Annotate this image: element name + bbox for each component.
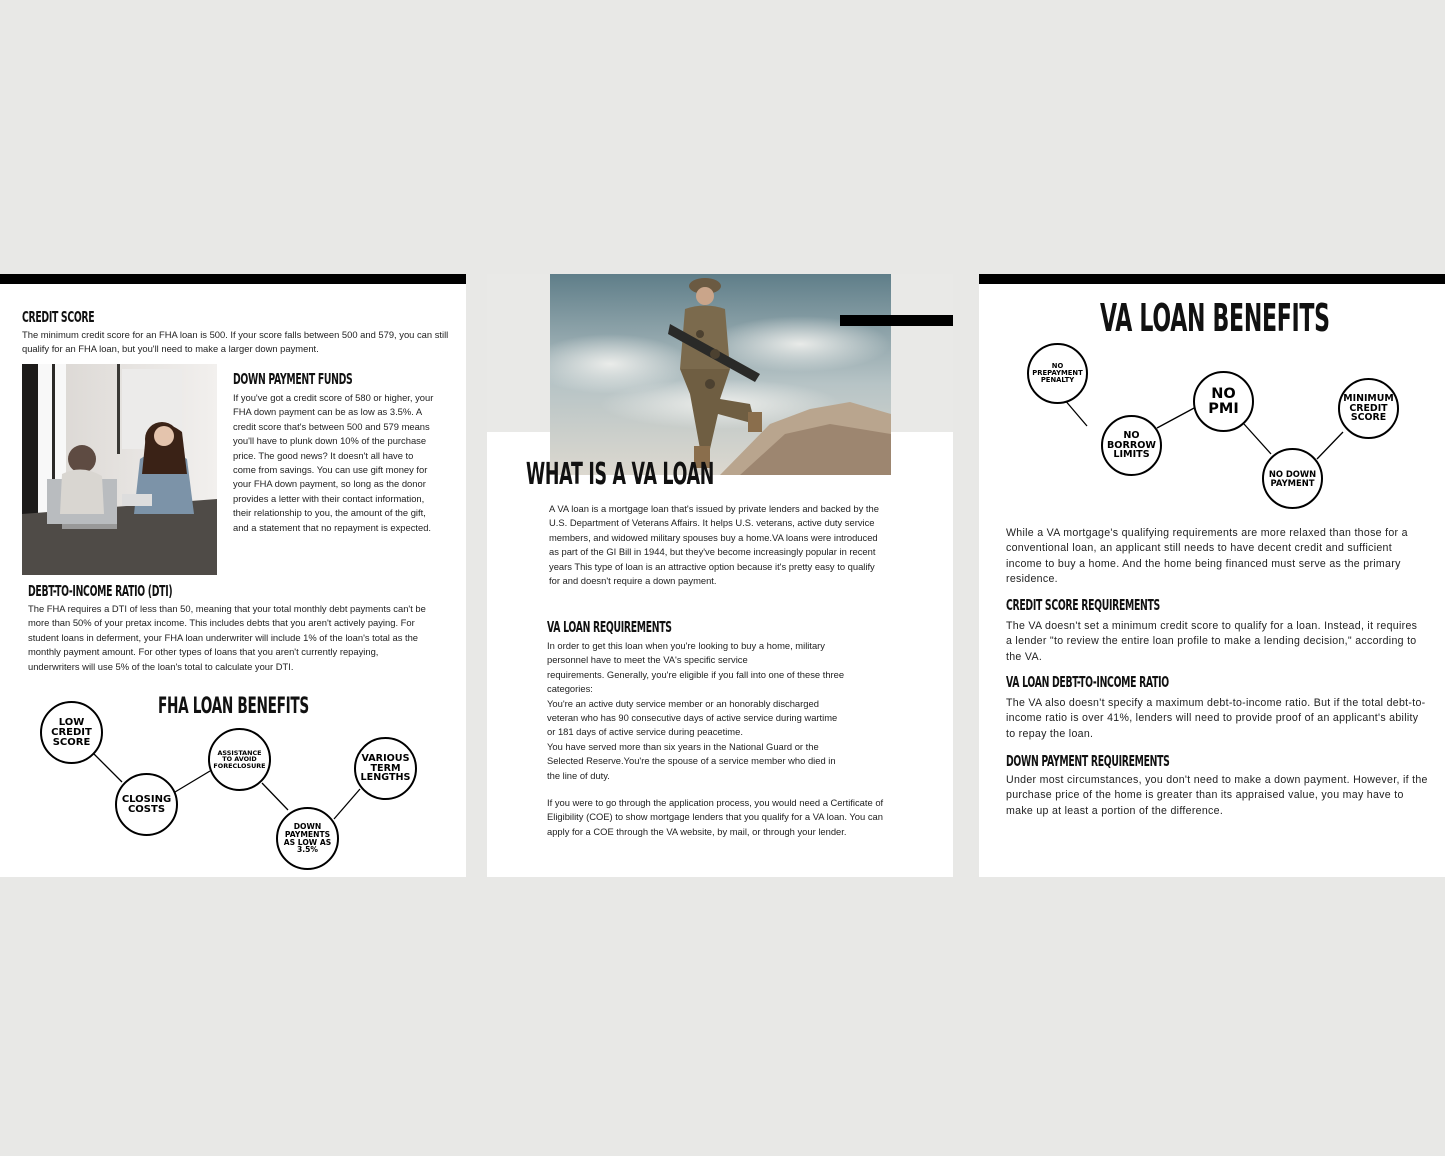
- down-payment-requirements-heading: DOWN PAYMENT REQUIREMENTS: [1006, 752, 1170, 770]
- what-is-va-loan-heading: WHAT IS A VA LOAN: [526, 457, 715, 492]
- requirements-line: requirements. Generally, you're eligible if you fall into one of these three: [547, 668, 845, 680]
- requirements-line: personnel have to meet the VA's specific service: [547, 654, 748, 666]
- requirements-line: veteran who has 90 consecutive days of active service during wartime: [547, 712, 838, 724]
- benefit-node-no-prepayment-penalty: NO PREPAYMENT PENALTY: [1027, 343, 1088, 404]
- va-requirements-text: [547, 639, 892, 783]
- va-benefits-intro-text: While a VA mortgage's qualifying requirements are more relaxed than those for a conventional loan, an applicant still needs to have decent credit and sufficient income to buy a home. And the home being financed must serve as the primary residence.: [1006, 527, 1408, 586]
- dti-heading: DEBT-TO-INCOME RATIO (DTI): [28, 582, 173, 600]
- fha-benefits-heading: FHA LOAN BENEFITS: [158, 694, 309, 719]
- down-payment-text: If you've got a credit score of 580 or higher, your FHA down payment can be as low as 3.5%. A credit score that's between 500 and 579 means you'll have to plunk down 10% of the purchase price. The good news? It doesn't all have to come from savings. You can use gift money for your FHA down payment, so long as the donor provides a letter with their contact information, their relationship to you, the amount of the gift, and a statement that no repayment is expected.: [233, 392, 434, 533]
- va-benefits-heading: VA LOAN BENEFITS: [1100, 296, 1330, 340]
- requirements-line: or 181 days of active service during peacetime.: [547, 726, 743, 738]
- va-intro-page: [487, 274, 953, 877]
- benefit-node-assistance-foreclosure: ASSISTANCE TO AVOID FORECLOSURE: [208, 728, 271, 791]
- benefit-node-closing-costs: CLOSING COSTS: [115, 773, 178, 836]
- benefit-node-minimum-credit-score: MINIMUM CREDIT SCORE: [1338, 378, 1399, 439]
- requirements-line: Selected Reserve.You're the spouse of a service member who died in: [547, 755, 836, 767]
- va-dti-text: The VA also doesn't specify a maximum debt-to-income ratio. But if the total debt-to-income ratio is over 41%, lenders will need to provide proof of an applicant's ability to repay the loan.: [1006, 697, 1426, 740]
- benefit-node-no-pmi: NO PMI: [1193, 371, 1254, 432]
- credit-requirements-text: The VA doesn't set a minimum credit score to qualify for a loan. Instead, it requires a lender "to review the entire loan profile to make a lending decision," according to the VA.: [1006, 620, 1418, 663]
- requirements-line: You have served more than six years in the National Guard or the: [547, 740, 819, 752]
- requirements-line: the line of duty.: [547, 769, 610, 781]
- down-payment-requirements-text: Under most circumstances, you don't need to make a down payment. However, if the purchase price of the home is greater than its appraised value, you may have to make up at least a portion of the difference.: [1006, 774, 1428, 817]
- accent-bar: [840, 315, 953, 326]
- credit-score-text: The minimum credit score for an FHA loan is 500. If your score falls between 500 and 579, you can still qualify for an FHA loan, but you'll need to make a larger down payment.: [22, 329, 449, 355]
- dti-text: The FHA requires a DTI of less than 50, meaning that your total monthly debt payments can't be more than 50% of your pretax income. This includes debts that you aren't actively paying. For student loans in deferment, your FHA loan underwriter will include 1% of the loan's total as the monthly payment amount. For other types of loans that you aren't currently repaying, underwriters will use 5% of the loan's total to calculate your DTI.: [28, 603, 426, 672]
- va-intro-text: A VA loan is a mortgage loan that's issued by private lenders and backed by the U.S. Department of Veterans Affairs. It helps U.S. veterans, active duty service members, and widowed military spouses buy a home.VA loans were introduced as part of the GI Bill in 1944, but they've become increasingly popular in recent years This type of loan is an attractive option because it's pretty easy to qualify for and doesn't require a down payment.: [549, 503, 879, 587]
- benefit-node-down-payments: DOWN PAYMENTS AS LOW AS 3.5%: [276, 807, 339, 870]
- soldier-photo: [550, 274, 891, 475]
- benefit-node-low-credit-score: LOW CREDIT SCORE: [40, 701, 103, 764]
- requirements-line: You're an active duty service member or an honorably discharged: [547, 697, 819, 709]
- requirements-line: In order to get this loan when you're looking to buy a home, military: [547, 640, 825, 651]
- credit-requirements-heading: CREDIT SCORE REQUIREMENTS: [1006, 596, 1160, 614]
- va-benefits-page: [979, 274, 1445, 877]
- va-requirements-heading: VA LOAN REQUIREMENTS: [547, 618, 672, 636]
- credit-score-heading: CREDIT SCORE: [22, 308, 95, 326]
- requirements-line: categories:: [547, 683, 593, 695]
- down-payment-heading: DOWN PAYMENT FUNDS: [233, 370, 353, 388]
- benefit-node-no-down-payment: NO DOWN PAYMENT: [1262, 448, 1323, 509]
- coe-text: If you were to go through the application process, you would need a Certificate of Eligibility (COE) to show mortgage lenders that you qualify for a VA loan. You can apply for a COE through the VA website, by mail, or through your lender.: [547, 797, 884, 837]
- benefit-node-no-borrow-limits: NO BORROW LIMITS: [1101, 415, 1162, 476]
- fha-page: [0, 274, 466, 877]
- benefit-node-various-term-lengths: VARIOUS TERM LENGTHS: [354, 737, 417, 800]
- va-dti-heading: VA LOAN DEBT-TO-INCOME RATIO: [1006, 673, 1169, 691]
